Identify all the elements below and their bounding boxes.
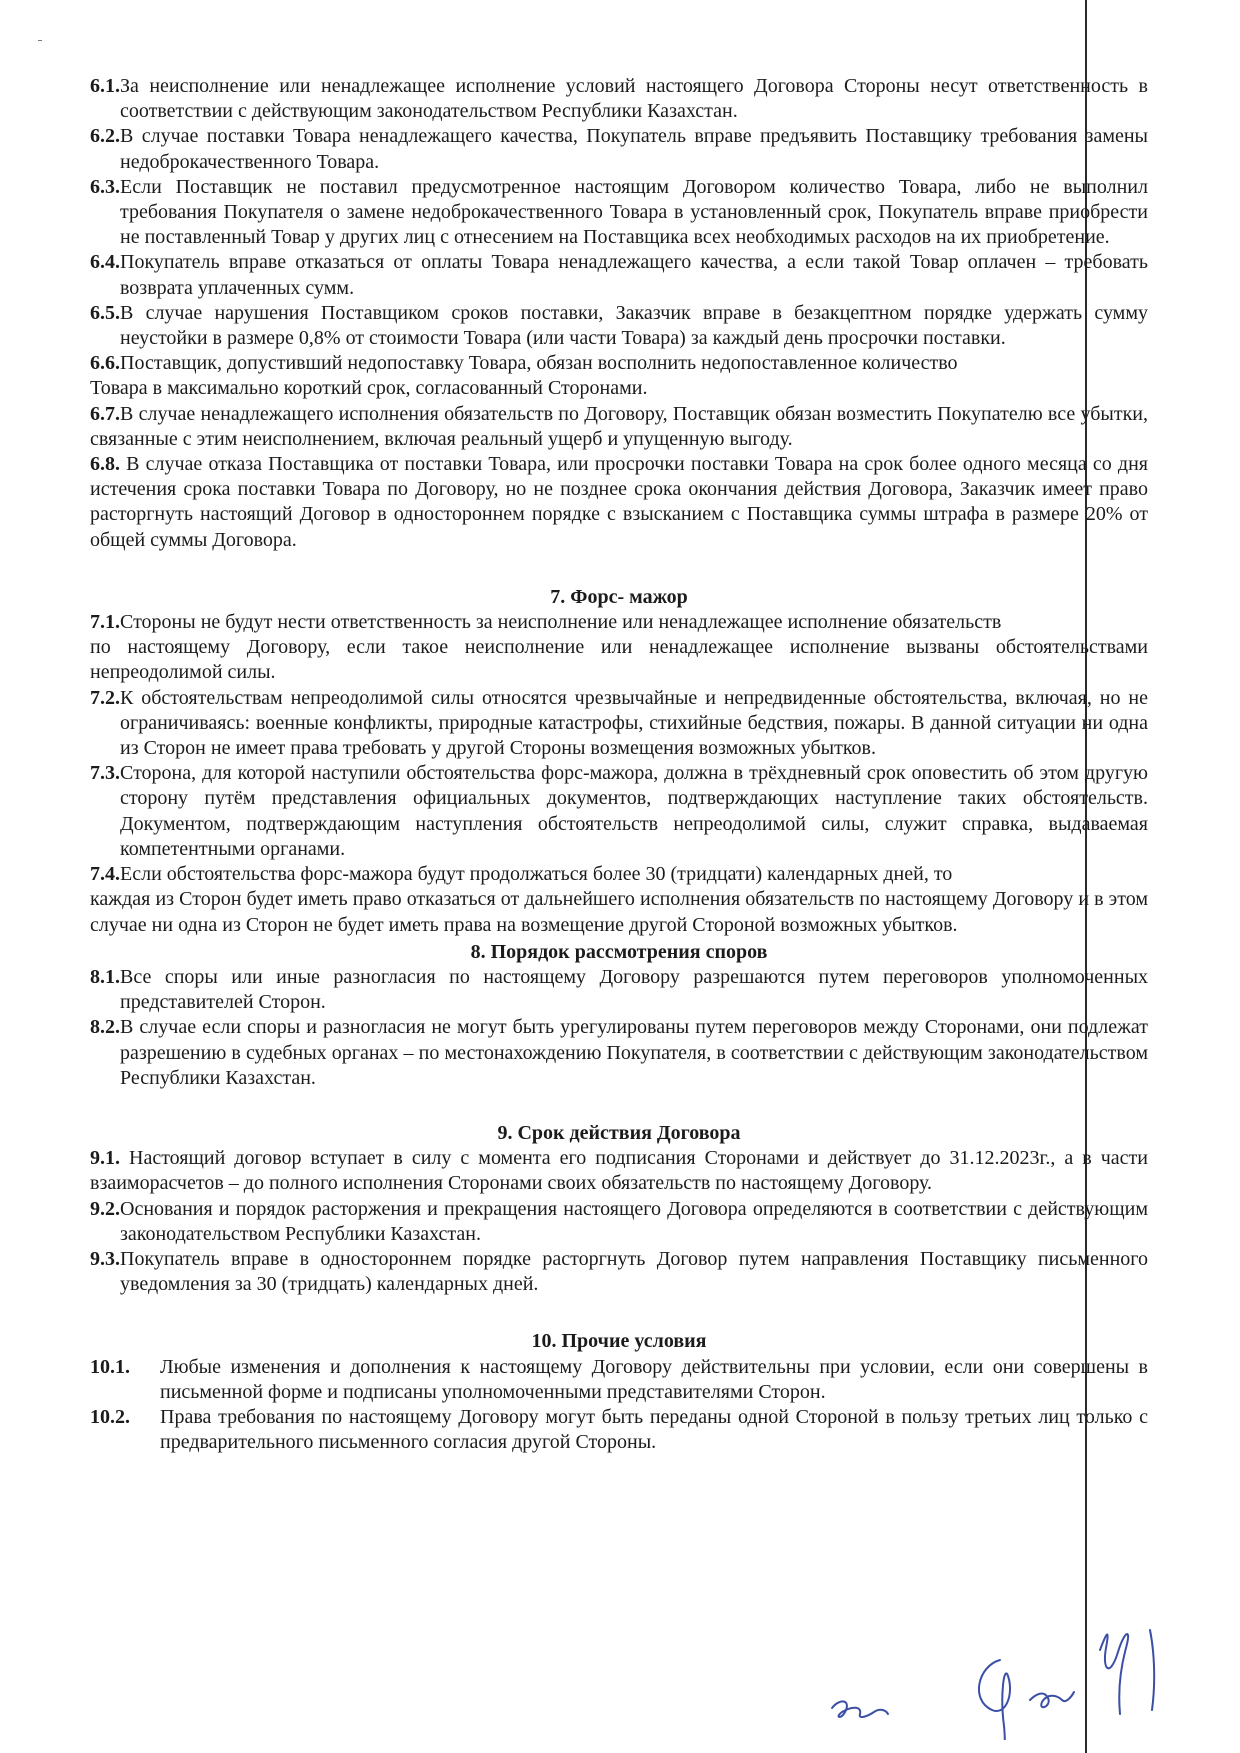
section-heading-7: 7. Форс- мажор: [550, 585, 688, 608]
clause-number: 6.6.: [90, 352, 120, 375]
clause-text-line2: Товара в максимально короткий срок, согласованный Сторонами.: [90, 377, 648, 400]
clause-number: 9.3.: [90, 1247, 120, 1270]
clause-8-2: [90, 1015, 1148, 1091]
clause-text: В случае поставки Товара ненадлежащего качества, Покупатель вправе предъявить Поставщику требования замены недоброкачественного Товара.: [120, 125, 1148, 173]
clause-6-7: [90, 402, 1148, 452]
clause-number: 8.1.: [90, 965, 120, 988]
clause-text-continuation: каждая из Сторон будет иметь право отказаться от дальнейшего исполнения обязательств по настоящему Договору и в этом случае ни одна из Сторон не будет иметь права на возмещение другой Стороной возможных убытков.: [90, 888, 1148, 936]
clause-text: К обстоятельствам непреодолимой силы относятся чрезвычайные и непредвиденные обстоятельства, включая, но не ограничиваясь: военные конфликты, природные катастрофы, стихийные бедствия, пожары. В данной ситуации ни одна из Сторон не имеет права требовать у другой Стороны возмещения возможных убытков.: [120, 686, 1148, 760]
signature-3: [1100, 1634, 1128, 1714]
clause-text: Любые изменения и дополнения к настоящему Договору действительны при условии, если они совершены в письменной форме и подписаны уполномоченными представителями Сторон.: [160, 1355, 1148, 1403]
clause-number: 7.3.: [90, 762, 120, 785]
clause-text-line1: Если обстоятельства форс-мажора будут продолжаться более 30 (тридцати) календарных дней, то: [120, 863, 953, 886]
clause-text: Стороны не будут нести ответственность за неисполнение или ненадлежащее исполнение обязательств: [120, 611, 1002, 634]
signature-mark: [1150, 1630, 1154, 1710]
clause-number: 6.5.: [90, 301, 120, 324]
clause-number: 6.3.: [90, 175, 120, 198]
clause-number: 9.1.: [90, 1147, 120, 1170]
section-heading-8: 8. Порядок рассмотрения споров: [470, 940, 768, 963]
clause-number: 7.2.: [90, 686, 120, 709]
clause-10-1: [90, 1355, 1148, 1405]
clause-text: Покупатель вправе отказаться от оплаты Товара ненадлежащего качества, а если такой Товар оплачен – требовать возврата уплаченных сумм.: [120, 251, 1148, 299]
clause-9-2: [90, 1197, 1148, 1247]
section-heading-9: 9. Срок действия Договора: [497, 1121, 741, 1144]
clause-number: 6.7.: [90, 402, 120, 425]
clause-text: Покупатель вправе в одностороннем порядке расторгнуть Договор путем направления Поставщику письменного уведомления за 30 (тридцать) календарных дней.: [120, 1247, 1148, 1296]
clause-text: Основания и порядок расторжения и прекращения настоящего Договора определяются в соответствии с действующим законодательством Республики Казахстан.: [120, 1197, 1148, 1245]
handwritten-signatures: [820, 1600, 1180, 1740]
clause-text: За неисполнение или ненадлежащее исполнение условий настоящего Договора Стороны несут ответственность в соответствии с действующим законодательством Республики Казахстан.: [120, 75, 1148, 123]
clause-number: 7.1.: [90, 611, 120, 634]
section-heading-10: 10. Прочие условия: [531, 1330, 707, 1353]
clause-text: Настоящий договор вступает в силу с момента его подписания Сторонами и действует до 31.12.2023г., а в части взаиморасчетов – до полного исполнения Сторонами своих обязательств по настоящему Договору.: [90, 1147, 1148, 1195]
clause-8-1: [90, 965, 1148, 1015]
signature-1: [832, 1701, 888, 1717]
clause-7-3: [90, 761, 1148, 862]
clause-number: 6.4.: [90, 251, 120, 274]
clause-number: 10.2.: [90, 1405, 130, 1428]
clause-text: В случае ненадлежащего исполнения обязательств по Договору, Поставщик обязан возместить Покупателю все убытки, связанные с этим неисполнением, включая реальный ущерб и упущенную выгоду.: [90, 402, 1148, 450]
signature-2-loop: [979, 1660, 1010, 1740]
clause-7-1: [90, 610, 1148, 635]
clause-6-4: [90, 250, 1148, 300]
clause-9-3: [90, 1247, 1148, 1297]
clause-number: 8.2.: [90, 1016, 120, 1039]
clause-number: 7.4.: [90, 863, 120, 886]
clause-text: В случае нарушения Поставщиком сроков поставки, Заказчик вправе в безакцептном порядке удержать сумму неустойки в размере 0,8% от стоимости Товара (или части Товара) за каждый день просрочки поставки.: [120, 301, 1148, 350]
clause-6-1: [90, 74, 1148, 124]
signature-drawing: [820, 1600, 1180, 1740]
clause-number: 6.2.: [90, 125, 120, 148]
clause-number: 6.1.: [90, 75, 120, 97]
clause-number: 10.1.: [90, 1355, 130, 1378]
clause-10-2: [90, 1405, 1148, 1455]
clause-6-8: [90, 452, 1148, 553]
clause-7-4: [90, 862, 1148, 938]
signature-2-tail: [1030, 1692, 1074, 1707]
clause-text: Если Поставщик не поставил предусмотренное настоящим Договором количество Товара, либо не выполнил требования Покупателя о замене недоброкачественного Товара в установленный срок, Покупатель вправе приобрести не поставленный Товар у других лиц с отнесением на Поставщика всех необходимых расходов на их приобретение.: [120, 175, 1148, 249]
clause-6-2: [90, 124, 1148, 174]
clause-text: В случае отказа Поставщика от поставки Товара, или просрочки поставки Товара на срок более одного месяца со дня истечения срока поставки Товара по Договору, но не позднее срока окончания действия Договора, Заказчик имеет право расторгнуть настоящий Договор в одностороннем порядке с взысканием с Поставщика суммы штрафа в размере 20% от общей суммы Договора.: [90, 453, 1148, 551]
scan-mark: [38, 40, 42, 41]
contract-text: [90, 74, 1148, 1455]
clause-6-5: [90, 301, 1148, 351]
clause-number: 9.2.: [90, 1197, 120, 1220]
clause-number: 6.8.: [90, 453, 120, 476]
clause-text: Все споры или иные разногласия по настоящему Договору разрешаются путем переговоров уполномоченных представителей Сторон.: [120, 965, 1148, 1014]
clause-text: Права требования по настоящему Договору могут быть переданы одной Стороной в пользу третьих лиц только с предварительного письменного согласия другой Стороны.: [160, 1405, 1148, 1454]
clause-text: Сторона, для которой наступили обстоятельства форс-мажора, должна в трёхдневный срок оповестить об этом другую сторону путём представления официальных документов, подтверждающих наступление таких обстоятельств. Документом, подтверждающим наступления обстоятельств непреодолимой силы, служит справка, выдаваемая компетентными органами.: [120, 762, 1148, 860]
clause-7-2: [90, 686, 1148, 762]
clause-6-3: [90, 175, 1148, 251]
clause-text: В случае если споры и разногласия не могут быть урегулированы путем переговоров между Сторонами, они подлежат разрешению в судебных органах – по местонахождению Покупателя, в соответствии с действующим законодательством Республики Казахстан.: [120, 1016, 1148, 1089]
clause-text-line1: Поставщик, допустивший недопоставку Товара, обязан восполнить недопоставленное количество: [120, 352, 958, 375]
clause-9-1: [90, 1146, 1148, 1196]
clause-6-6: [90, 351, 1148, 401]
clause-7-1-continuation: по настоящему Договору, если такое неисполнение или ненадлежащее исполнение вызваны обстоятельствами непреодолимой силы.: [90, 636, 1148, 684]
